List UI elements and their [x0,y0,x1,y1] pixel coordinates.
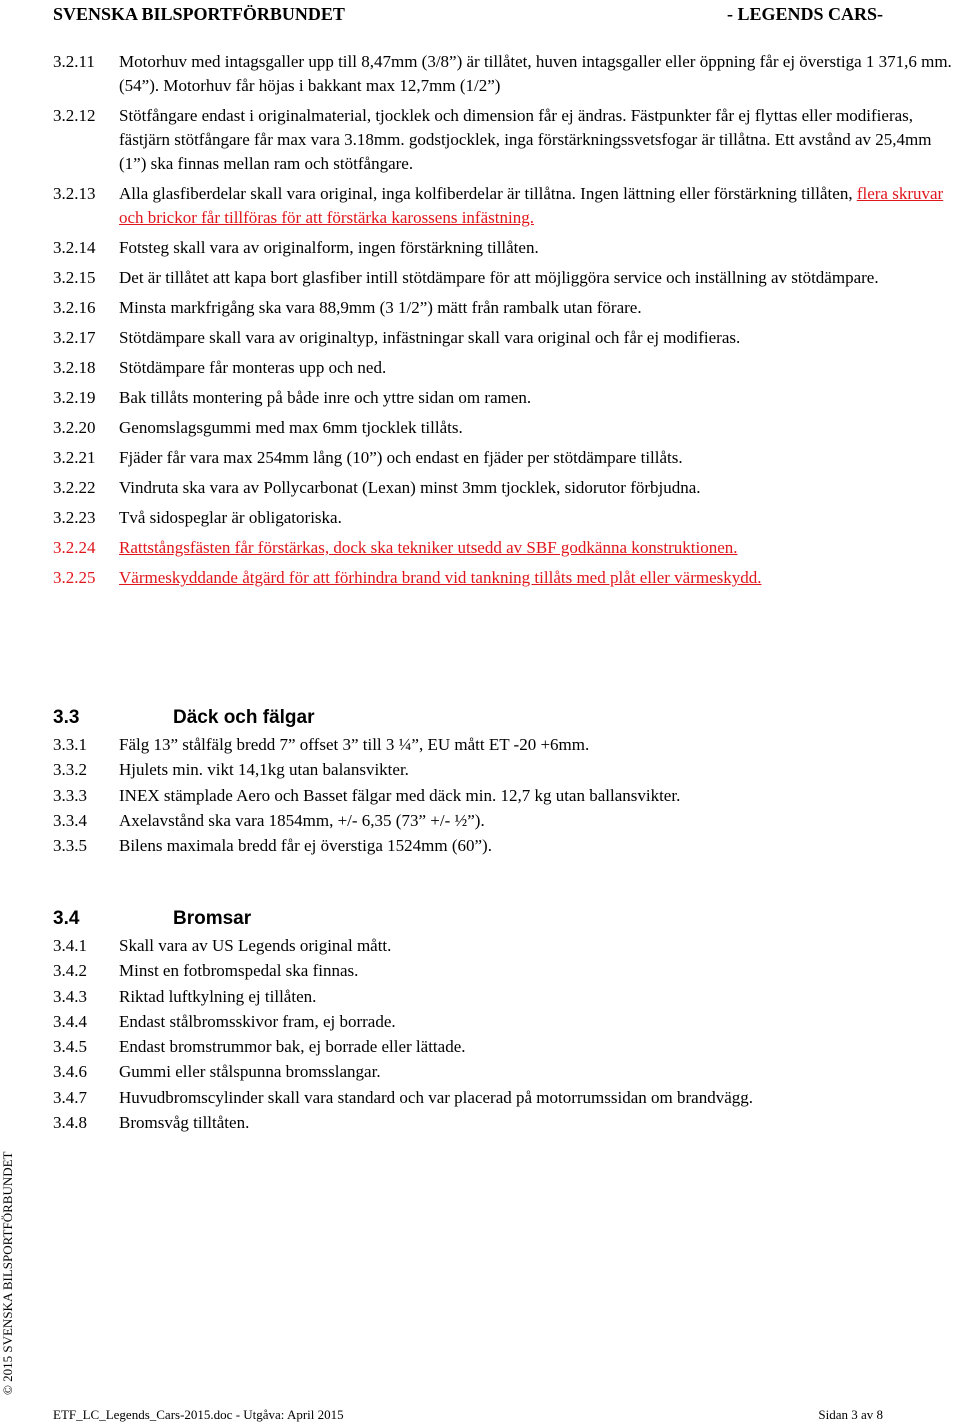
page-header [53,4,883,25]
rule-text: Riktad luftkylning ej tillåten. [119,986,317,1006]
rule-text: Minst en fotbromspedal ska finnas. [119,961,359,981]
page-footer [53,1407,883,1423]
rule-item [53,446,958,470]
rule-text [119,182,958,230]
section-3-4 [53,907,958,1135]
rule-item [53,356,958,380]
rule-text [119,506,958,530]
rule-number: 3.2.23 [53,508,96,527]
rule-text [119,104,958,176]
rule-item [53,104,958,176]
rule-text-segment: Motorhuv med intagsgaller upp till 8,47mm (3/8”) är tillåtet, huven intagsgaller eller öppning får ej överstiga 1 371,6 mm. (54”). Motorhuv får höjas i bakkant max 12,7mm (1/2”) [119,52,952,95]
rule-text: Bromsvåg tilltåten. [119,1113,250,1133]
rule-text [119,476,958,500]
rule-number: 3.2.11 [53,52,95,71]
rule-item [53,266,958,290]
rule-item [53,933,958,958]
rule-number: 3.3.1 [53,735,87,754]
rule-item [53,833,958,858]
rule-item [53,1059,958,1084]
rule-number: 3.2.16 [53,298,96,317]
rule-number: 3.4.4 [53,1011,87,1031]
rule-number: 3.4.6 [53,1062,87,1082]
rule-number: 3.2.15 [53,268,96,287]
rule-text-amendment: flera skruvar och brickor får tillföras för att förstärka karossens infästning. [119,184,944,227]
rule-number: 3.2.24 [53,538,96,557]
rule-number: 3.4.3 [53,986,87,1006]
rule-item [53,1034,958,1059]
rule-item [53,386,958,410]
rule-item [53,536,958,560]
rule-item [53,783,958,808]
rule-text: Fälg 13” stålfälg bredd 7” offset 3” till 3 ¼”, EU mått ET -20 +6mm. [119,735,590,754]
side-copyright: © 2015 SVENSKA BILSPORTFÖRBUNDET [0,1151,15,1395]
rule-number: 3.2.13 [53,184,96,203]
rule-text [119,356,958,380]
footer-page-number: Sidan 3 av 8 [818,1407,883,1422]
rule-number: 3.2.14 [53,238,96,257]
section-title: Däck och fälgar [173,707,315,728]
rule-item [53,732,958,757]
rule-item [53,416,958,440]
rule-text [119,266,958,290]
rule-number: 3.2.22 [53,478,96,497]
section-heading [53,706,958,730]
rule-text: Skall vara av US Legends original mått. [119,936,392,955]
rule-number: 3.4.7 [53,1087,87,1107]
rule-text-segment: Fjäder får vara max 254mm lång (10”) och endast en fjäder per stötdämpare tillåts. [119,448,683,467]
rule-item [53,326,958,350]
rule-text [119,446,958,470]
rule-text-segment: Stötdämpare får monteras upp och ned. [119,358,387,377]
rule-item [53,1085,958,1110]
rule-text [119,296,958,320]
rule-text [119,326,958,350]
rules-list-3-4 [53,933,958,1135]
rule-item [53,958,958,983]
rule-item [53,296,958,320]
rules-list-3-3 [53,732,958,858]
rule-item [53,984,958,1009]
rule-number: 3.3.5 [53,836,87,856]
rule-number: 3.4.5 [53,1037,87,1057]
rule-item [53,1009,958,1034]
rule-text [119,416,958,440]
section-number: 3.4 [53,908,80,929]
rule-text: Endast stålbromsskivor fram, ej borrade. [119,1011,396,1031]
rule-text: Hjulets min. vikt 14,1kg utan balansvikter. [119,760,409,780]
rule-number: 3.2.18 [53,358,96,377]
rule-number: 3.2.21 [53,448,96,467]
rule-item [53,476,958,500]
rule-text-amendment: Värmeskyddande åtgärd för att förhindra brand vid tankning tillåts med plåt eller värmeskydd. [119,568,762,587]
rule-number: 3.4.2 [53,961,87,981]
rule-number: 3.3.3 [53,785,87,805]
header-org: SVENSKA BILSPORTFÖRBUNDET [53,4,345,24]
header-doc-title: - LEGENDS CARS- [726,4,883,24]
rule-item [53,566,958,590]
rule-number: 3.4.1 [53,936,87,955]
rule-item [53,808,958,833]
rule-text: Gummi eller stålspunna bromsslangar. [119,1062,381,1082]
rule-text-segment: Fotsteg skall vara av originalform, ingen förstärkning tillåten. [119,238,539,257]
rule-text: Axelavstånd ska vara 1854mm, +/- 6,35 (73” +/- ½”). [119,810,485,830]
rule-item [53,236,958,260]
rule-number: 3.3.2 [53,760,87,780]
section-title: Bromsar [173,908,252,929]
rule-number: 3.2.17 [53,328,96,347]
rule-text-segment: Genomslagsgummi med max 6mm tjocklek tillåts. [119,418,463,437]
rule-number: 3.2.20 [53,418,96,437]
rule-text-segment: Vindruta ska vara av Pollycarbonat (Lexan) minst 3mm tjocklek, sidorutor förbjudna. [119,478,701,497]
section-3-3 [53,706,958,858]
rule-text-segment: Stötfångare endast i originalmaterial, tjocklek och dimension får ej ändras. Fästpunkter får ej flyttas eller modifieras, fästjärn stötfångare får max vara 3.18mm. godstjocklek, inga förstärkningssvetsfogar är tillåtna. Ett avstånd av 25,4mm (1”) ska finnas mellan ram och stötfångare. [119,106,932,173]
rule-text: Bilens maximala bredd får ej överstiga 1524mm (60”). [119,836,492,856]
rule-item [53,506,958,530]
rule-text-amendment: Rattstångsfästen får förstärkas, dock ska tekniker utsedd av SBF godkänna konstruktionen. [119,538,738,557]
rule-text: Endast bromstrummor bak, ej borrade eller lättade. [119,1037,466,1057]
rule-number: 3.2.12 [53,106,96,125]
rule-number: 3.2.25 [53,568,96,587]
rule-item [53,182,958,230]
rule-text-segment: Minsta markfrigång ska vara 88,9mm (3 1/2”) mätt från rambalk utan förare. [119,298,642,317]
rule-text: INEX stämplade Aero och Basset fälgar med däck min. 12,7 kg utan ballansvikter. [119,785,681,805]
rule-text [119,50,958,98]
section-number: 3.3 [53,707,80,728]
section-heading [53,907,958,931]
rule-text-segment: Bak tillåts montering på både inre och yttre sidan om ramen. [119,388,532,407]
rule-number: 3.4.8 [53,1113,87,1133]
rule-text-segment: Alla glasfiberdelar skall vara original, inga kolfiberdelar är tillåtna. Ingen lättning eller förstärkning tillåten, [119,184,857,203]
rule-text [119,386,958,410]
rule-item [53,757,958,782]
rule-number: 3.2.19 [53,388,96,407]
rule-text: Huvudbromscylinder skall vara standard och var placerad på motorrumssidan om brandvägg. [119,1087,754,1107]
rule-item [53,50,958,98]
rules-list-3-2 [53,50,958,596]
rule-text [119,236,958,260]
footer-filename: ETF_LC_Legends_Cars-2015.doc - Utgåva: April 2015 [53,1407,344,1422]
rule-number: 3.3.4 [53,810,87,830]
rule-item [53,1110,958,1135]
rule-text-segment: Två sidospeglar är obligatoriska. [119,508,342,527]
rule-text [119,566,958,590]
rule-text [119,536,958,560]
rule-text-segment: Stötdämpare skall vara av originaltyp, infästningar skall vara original och får ej modifieras. [119,328,741,347]
rule-text-segment: Det är tillåtet att kapa bort glasfiber intill stötdämpare för att möjliggöra service och inställning av stötdämpare. [119,268,879,287]
